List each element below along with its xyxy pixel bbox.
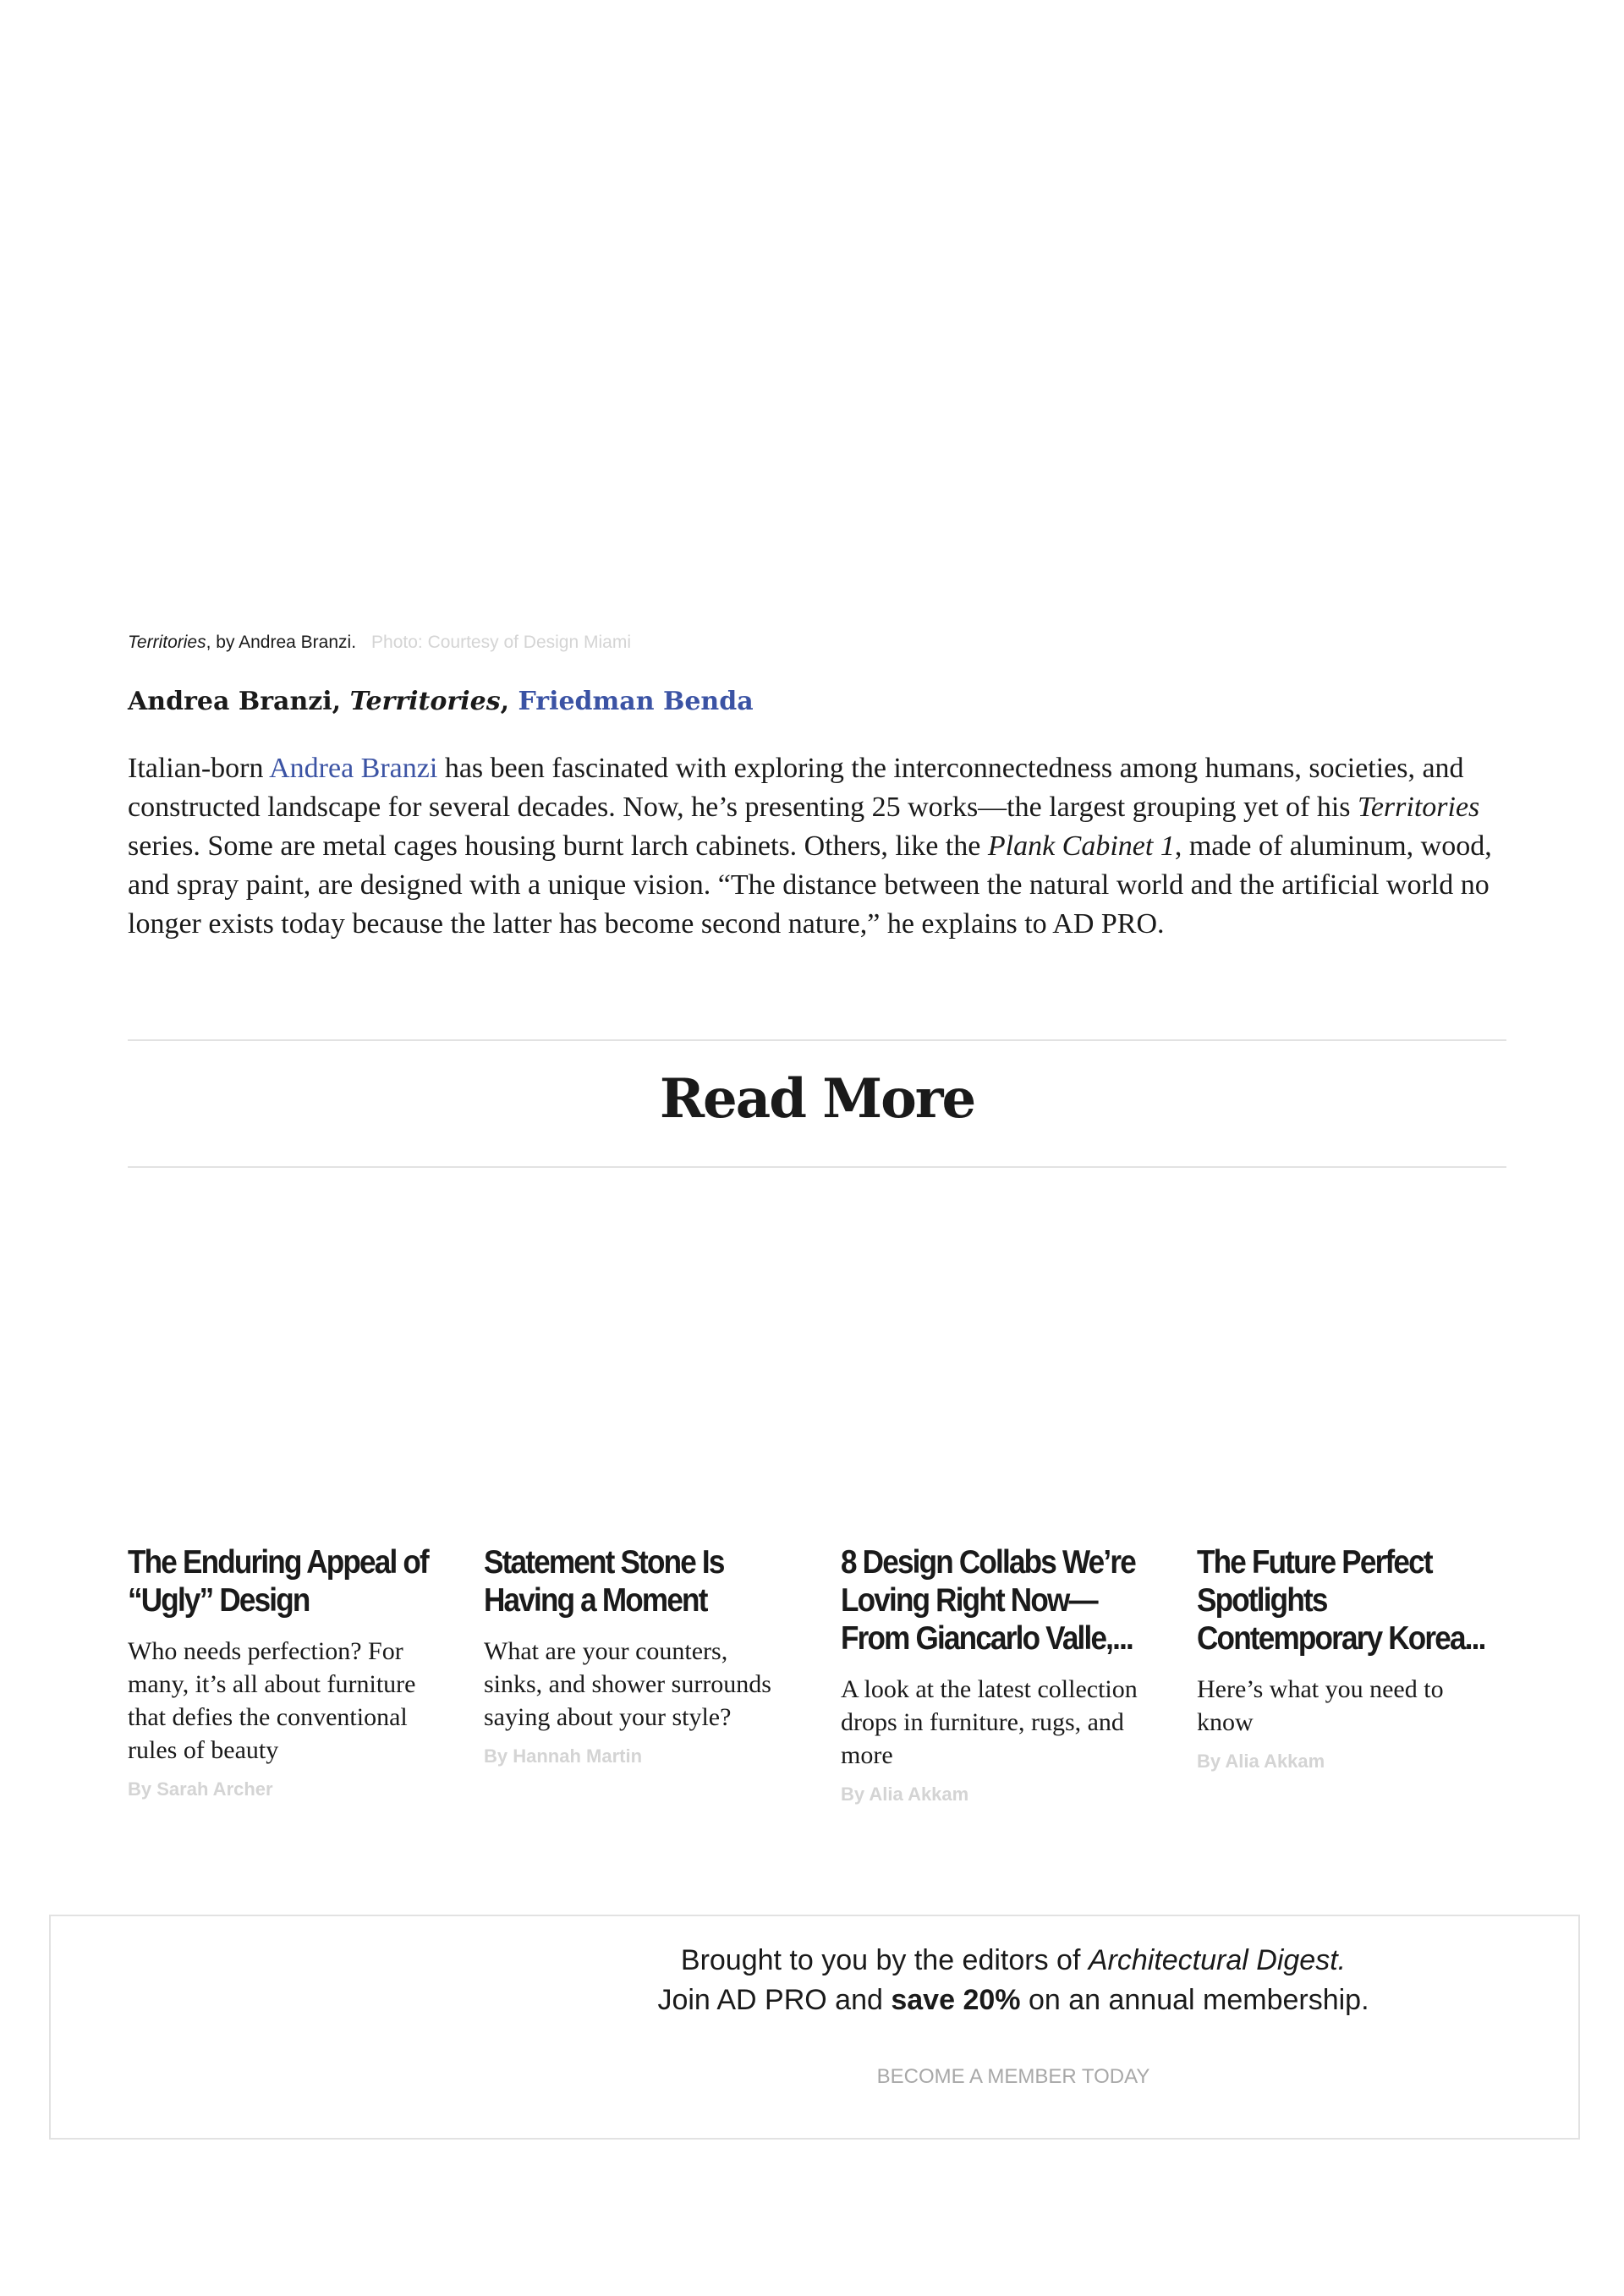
paragraph-text-3: series. Some are metal cages housing burnt larch cabinets. Others, like the [128, 830, 988, 862]
publication-name: Architectural Digest. [1088, 1944, 1347, 1976]
become-member-button[interactable]: BECOME A MEMBER TODAY [876, 2065, 1150, 2088]
heading-separator: , [500, 687, 518, 716]
caption-text: , by Andrea Branzi. [206, 633, 357, 652]
work-title: Territories [349, 687, 501, 716]
related-card[interactable] [128, 1543, 432, 1800]
gallery-link[interactable]: Friedman Benda [518, 687, 754, 716]
card-byline: By Alia Akkam [841, 1784, 969, 1805]
discount-text: save 20% [891, 1984, 1021, 2016]
photo-credit: Photo: Courtesy of Design Miami [371, 633, 631, 652]
promo-text: on an annual membership. [1020, 1984, 1369, 2016]
promo-line-1 [51, 1944, 1582, 1977]
image-caption [128, 633, 631, 653]
card-title[interactable]: The Future Perfect Spotlights Contemporary Korea... [1197, 1544, 1485, 1657]
read-more-heading: Read More [659, 1067, 975, 1131]
hero-image-area [127, 0, 1506, 617]
article-paragraph [128, 749, 1506, 944]
card-description: Here’s what you need to know [1197, 1675, 1444, 1736]
series-title: Territories [1358, 792, 1480, 823]
card-title[interactable]: The Enduring Appeal of “Ugly” Design [128, 1544, 428, 1619]
card-description: Who needs perfection? For many, it’s all about furniture that defies the conventional rules of beauty [128, 1637, 416, 1764]
artist-link[interactable]: Andrea Branzi [269, 753, 438, 784]
paragraph-text-1: Italian-born [128, 753, 270, 784]
related-card[interactable] [1197, 1543, 1501, 1773]
card-byline: By Alia Akkam [1197, 1751, 1325, 1772]
related-card[interactable] [841, 1543, 1145, 1806]
membership-promo [49, 1915, 1580, 2140]
card-description: A look at the latest collection drops in furniture, rugs, and more [841, 1675, 1138, 1769]
card-byline: By Hannah Martin [484, 1745, 643, 1767]
card-byline: By Sarah Archer [128, 1778, 273, 1800]
paragraph-text-4: , made of aluminum, wood, and spray paint, are designed with a unique vision. “The distance between the natural world and the artificial world no longer exists today because the latter has become second nature,” he explains to AD PRO. [128, 830, 1492, 940]
caption-work-title: Territories [128, 633, 206, 652]
divider-bottom [128, 1166, 1506, 1168]
card-title[interactable]: Statement Stone Is Having a Moment [484, 1544, 724, 1619]
cabinet-title: Plank Cabinet 1 [987, 830, 1175, 862]
paragraph-text-2: has been fascinated with exploring the interconnectedness among humans, societies, and constructed landscape for several decades. Now, he’s presenting 25 works—the largest grouping yet of his [128, 753, 1464, 823]
related-card[interactable] [484, 1543, 788, 1767]
promo-text: Brought to you by the editors of [680, 1944, 1089, 1976]
promo-line-2 [51, 1984, 1582, 2017]
card-description: What are your counters, sinks, and shower surrounds saying about your style? [484, 1637, 771, 1731]
work-heading [128, 687, 754, 716]
artist-name: Andrea Branzi, [128, 687, 350, 716]
card-title[interactable]: 8 Design Collabs We’re Loving Right Now—From Giancarlo Valle,... [841, 1544, 1135, 1657]
divider-top [128, 1039, 1506, 1041]
promo-text: Join AD PRO and [657, 1984, 892, 2016]
